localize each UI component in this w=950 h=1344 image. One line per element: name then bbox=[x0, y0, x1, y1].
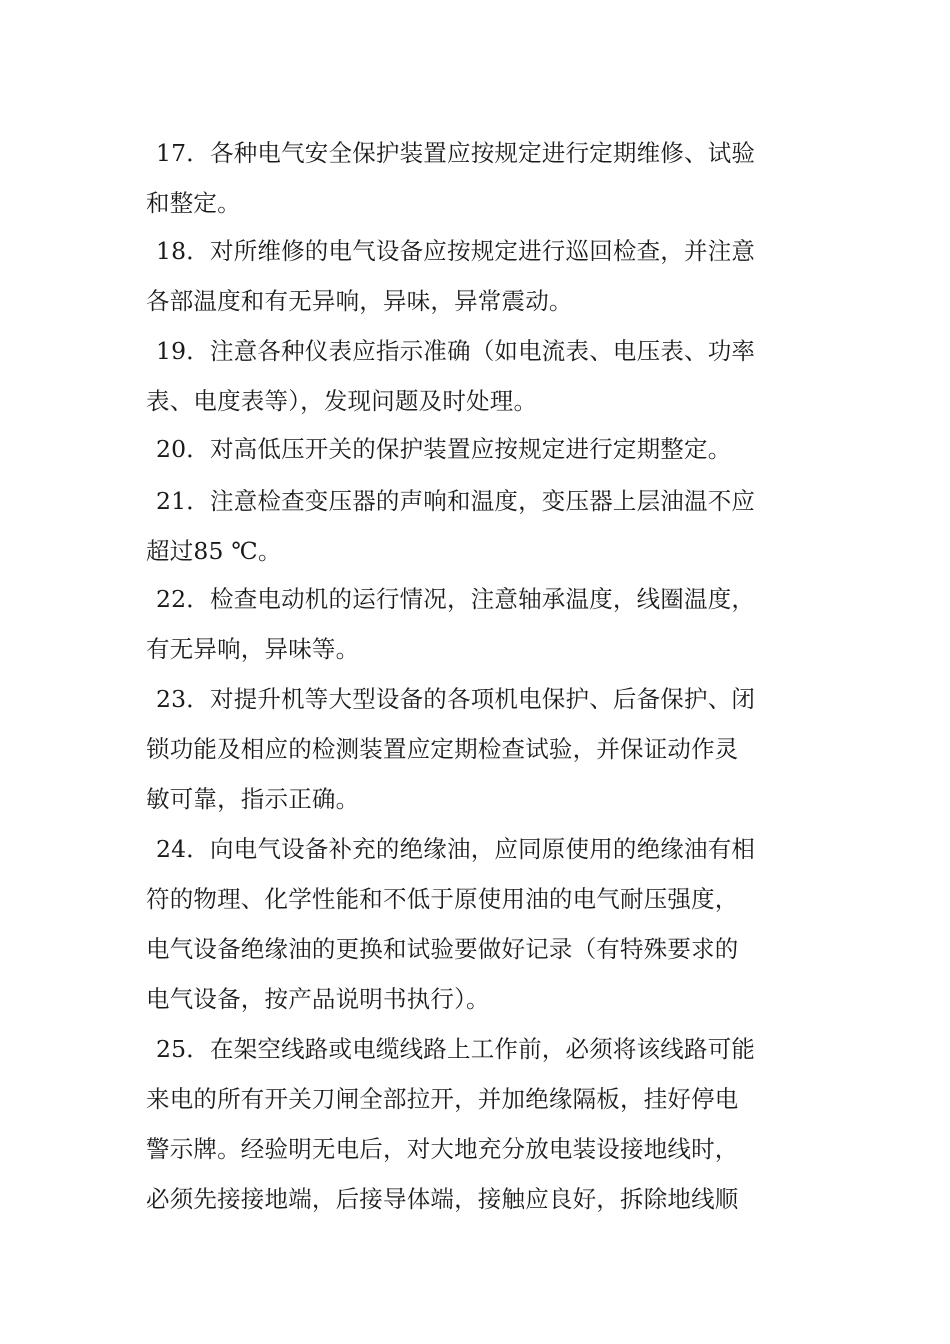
text-line: 各部温度和有无异响，异味，异常震动。 bbox=[146, 287, 573, 315]
paragraph-22 bbox=[146, 574, 810, 674]
paragraph-21 bbox=[146, 476, 810, 576]
text-line: 超过85 ℃。 bbox=[146, 537, 282, 565]
paragraph-18 bbox=[146, 226, 810, 326]
text-line: 19．注意各种仪表应指示准确（如电流表、电压表、功率 bbox=[156, 337, 756, 365]
text-line: 25．在架空线路或电缆线路上工作前，必须将该线路可能 bbox=[156, 1035, 756, 1063]
paragraph-20 bbox=[146, 424, 810, 474]
paragraph-25 bbox=[146, 1024, 810, 1224]
paragraph-19 bbox=[146, 326, 810, 426]
text-line: 18．对所维修的电气设备应按规定进行巡回检查，并注意 bbox=[156, 237, 756, 265]
text-line: 电气设备绝缘油的更换和试验要做好记录（有特殊要求的 bbox=[146, 935, 739, 963]
text-line: 必须先接接地端，后接导体端，接触应良好，拆除地线顺 bbox=[146, 1185, 739, 1213]
text-line: 17．各种电气安全保护装置应按规定进行定期维修、试验 bbox=[156, 139, 756, 167]
text-line: 表、电度表等），发现问题及时处理。 bbox=[146, 387, 538, 415]
text-line: 锁功能及相应的检测装置应定期检查试验，并保证动作灵 bbox=[146, 735, 739, 763]
text-line: 23．对提升机等大型设备的各项机电保护、后备保护、闭 bbox=[156, 685, 756, 713]
text-line: 21．注意检查变压器的声响和温度，变压器上层油温不应 bbox=[156, 487, 756, 515]
paragraph-17 bbox=[146, 128, 810, 228]
text-line: 22．检查电动机的运行情况，注意轴承温度，线圈温度， bbox=[156, 585, 756, 613]
text-line: 20．对高低压开关的保护装置应按规定进行定期整定。 bbox=[156, 435, 732, 463]
text-line: 敏可靠，指示正确。 bbox=[146, 785, 360, 813]
paragraph-23 bbox=[146, 674, 810, 824]
text-line: 和整定。 bbox=[146, 189, 241, 217]
text-line: 来电的所有开关刀闸全部拉开，并加绝缘隔板，挂好停电 bbox=[146, 1085, 739, 1113]
paragraph-24 bbox=[146, 824, 810, 1024]
text-line: 电气设备，按产品说明书执行）。 bbox=[146, 985, 490, 1013]
text-line: 符的物理、化学性能和不低于原使用油的电气耐压强度， bbox=[146, 885, 739, 913]
text-line: 有无异响，异味等。 bbox=[146, 635, 360, 663]
text-line: 24．向电气设备补充的绝缘油，应同原使用的绝缘油有相 bbox=[156, 835, 756, 863]
text-line: 警示牌。经验明无电后，对大地充分放电装设接地线时， bbox=[146, 1135, 739, 1163]
